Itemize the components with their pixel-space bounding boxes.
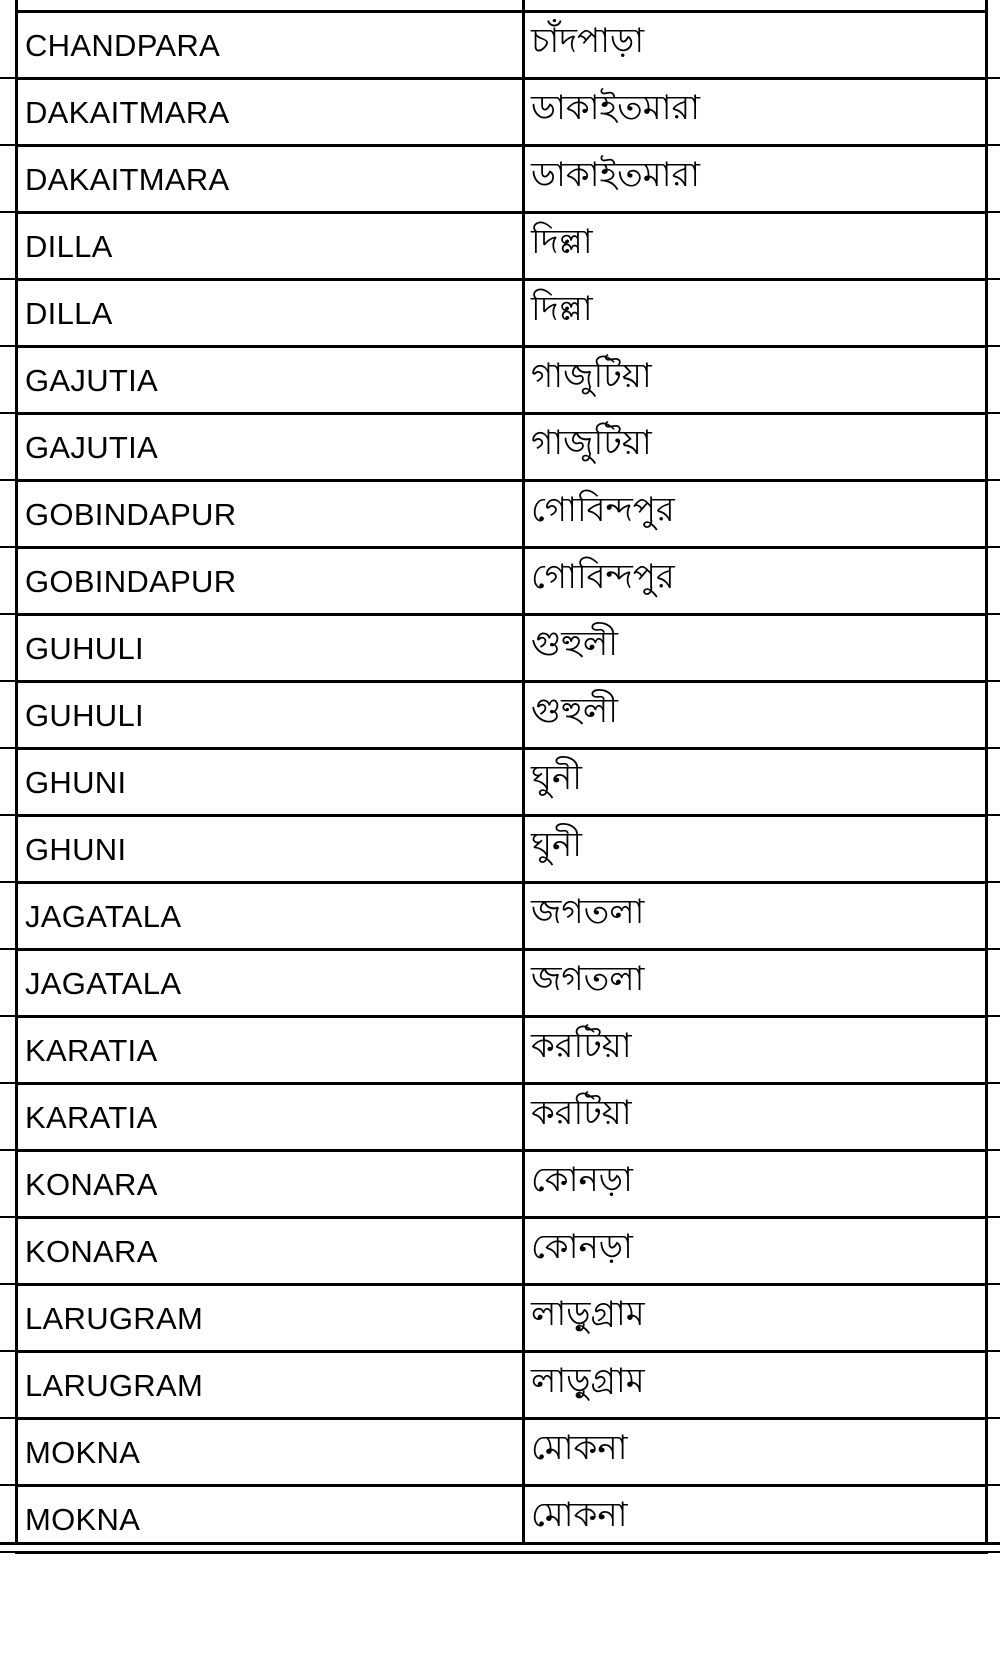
right-stub-line (988, 680, 1000, 682)
right-stub-line (988, 1216, 1000, 1218)
village-name-english: GUHULI (25, 631, 144, 666)
table-row (15, 80, 988, 147)
village-name-bengali: লাড়ুগ্রাম (531, 1294, 645, 1334)
table-row (15, 1152, 988, 1219)
village-name-english: GOBINDAPUR (25, 564, 237, 599)
table-row (15, 1085, 988, 1152)
village-name-english: GOBINDAPUR (25, 497, 237, 532)
table-row (15, 683, 988, 750)
left-stub-line (0, 412, 15, 414)
village-name-english: JAGATALA (25, 966, 182, 1001)
village-name-english: DAKAITMARA (25, 162, 230, 197)
table-row (15, 214, 988, 281)
table-row (15, 616, 988, 683)
right-stub-line (988, 211, 1000, 213)
village-name-bengali: ঘুনী (531, 758, 583, 798)
right-stub-line (988, 77, 1000, 79)
right-stub-line (988, 1551, 1000, 1553)
village-name-bengali: গাজুটিয়া (531, 356, 652, 396)
village-name-english: DILLA (25, 296, 113, 331)
left-stub-line (0, 747, 15, 749)
village-name-bengali: গোবিন্দপুর (531, 490, 675, 530)
village-name-english: GUHULI (25, 698, 144, 733)
left-stub-line (0, 680, 15, 682)
right-stub-line (988, 345, 1000, 347)
left-stub-line (0, 1082, 15, 1084)
table-row (15, 1353, 988, 1420)
table-row (15, 281, 988, 348)
village-name-bengali: লাড়ুগ্রাম (531, 1361, 645, 1401)
village-name-bengali: ঘুনী (531, 825, 583, 865)
village-name-english: LARUGRAM (25, 1368, 204, 1403)
table-bottom-border (0, 1542, 1000, 1545)
left-stub-line (0, 881, 15, 883)
left-stub-line (0, 1484, 15, 1486)
village-name-bengali: করটিয়া (531, 1026, 632, 1066)
table-row (15, 482, 988, 549)
table-row (15, 817, 988, 884)
right-stub-line (988, 1082, 1000, 1084)
right-stub-line (988, 412, 1000, 414)
right-stub-line (988, 1484, 1000, 1486)
table-row (15, 1219, 988, 1286)
village-name-bengali: গুহুলী (531, 691, 618, 731)
village-name-bengali: গুহুলী (531, 624, 618, 664)
village-name-english: DAKAITMARA (25, 95, 230, 130)
village-name-english: KONARA (25, 1234, 158, 1269)
village-name-english: GHUNI (25, 765, 127, 800)
village-name-bengali: ডাকাইতমারা (531, 88, 701, 128)
village-name-bengali: গোবিন্দপুর (531, 557, 675, 597)
table-row (15, 951, 988, 1018)
left-stub-line (0, 144, 15, 146)
left-stub-line (0, 1283, 15, 1285)
left-stub-line (0, 1417, 15, 1419)
village-name-english: MOKNA (25, 1502, 141, 1537)
village-name-english: GAJUTIA (25, 363, 159, 398)
left-stub-line (0, 1149, 15, 1151)
table-row (15, 1018, 988, 1085)
right-stub-line (988, 1149, 1000, 1151)
left-stub-line (0, 479, 15, 481)
village-name-english: JAGATALA (25, 899, 182, 934)
right-stub-line (988, 479, 1000, 481)
table-row (15, 884, 988, 951)
village-name-english: MOKNA (25, 1435, 141, 1470)
right-stub-line (988, 948, 1000, 950)
right-stub-line (988, 1015, 1000, 1017)
right-stub-line (988, 144, 1000, 146)
table-row (15, 415, 988, 482)
village-name-english: KARATIA (25, 1100, 158, 1135)
table-row (15, 549, 988, 616)
village-name-english: GHUNI (25, 832, 127, 867)
table-row (15, 1420, 988, 1487)
village-name-bengali: কোনড়া (531, 1227, 633, 1267)
right-stub-line (988, 814, 1000, 816)
village-name-english: KONARA (25, 1167, 158, 1202)
village-name-bengali: গাজুটিয়া (531, 423, 652, 463)
village-name-bengali: ডাকাইতমারা (531, 155, 701, 195)
right-stub-line (988, 613, 1000, 615)
left-stub-line (0, 77, 15, 79)
table-row (15, 750, 988, 817)
village-name-bengali: মোকনা (531, 1428, 628, 1468)
village-name-bengali: চাঁদপাড়া (531, 21, 645, 61)
village-name-bengali: মোকনা (531, 1495, 628, 1535)
left-stub-line (0, 211, 15, 213)
right-stub-line (988, 1417, 1000, 1419)
left-stub-line (0, 1551, 15, 1553)
left-stub-line (0, 278, 15, 280)
table-row (15, 147, 988, 214)
right-stub-line (988, 278, 1000, 280)
left-stub-line (0, 814, 15, 816)
village-name-bengali: জগতলা (531, 959, 645, 999)
village-name-bengali: দিল্লা (531, 222, 593, 262)
village-name-english: CHANDPARA (25, 28, 221, 63)
left-stub-line (0, 613, 15, 615)
right-stub-line (988, 1283, 1000, 1285)
left-stub-line (0, 546, 15, 548)
village-name-english: KARATIA (25, 1033, 158, 1068)
village-name-bengali: কোনড়া (531, 1160, 633, 1200)
left-stub-line (0, 1015, 15, 1017)
village-name-english: GAJUTIA (25, 430, 159, 465)
right-stub-line (988, 747, 1000, 749)
table-row (15, 1286, 988, 1353)
village-name-bengali: দিল্লা (531, 289, 593, 329)
right-stub-line (988, 546, 1000, 548)
table-row (15, 13, 988, 80)
right-stub-line (988, 881, 1000, 883)
left-stub-line (0, 948, 15, 950)
right-stub-line (988, 1350, 1000, 1352)
left-stub-line (0, 1350, 15, 1352)
left-stub-line (0, 345, 15, 347)
village-name-bengali: জগতলা (531, 892, 645, 932)
village-name-english: LARUGRAM (25, 1301, 204, 1336)
village-name-english: DILLA (25, 229, 113, 264)
table-row (15, 348, 988, 415)
left-stub-line (0, 1216, 15, 1218)
village-name-bengali: করটিয়া (531, 1093, 632, 1133)
